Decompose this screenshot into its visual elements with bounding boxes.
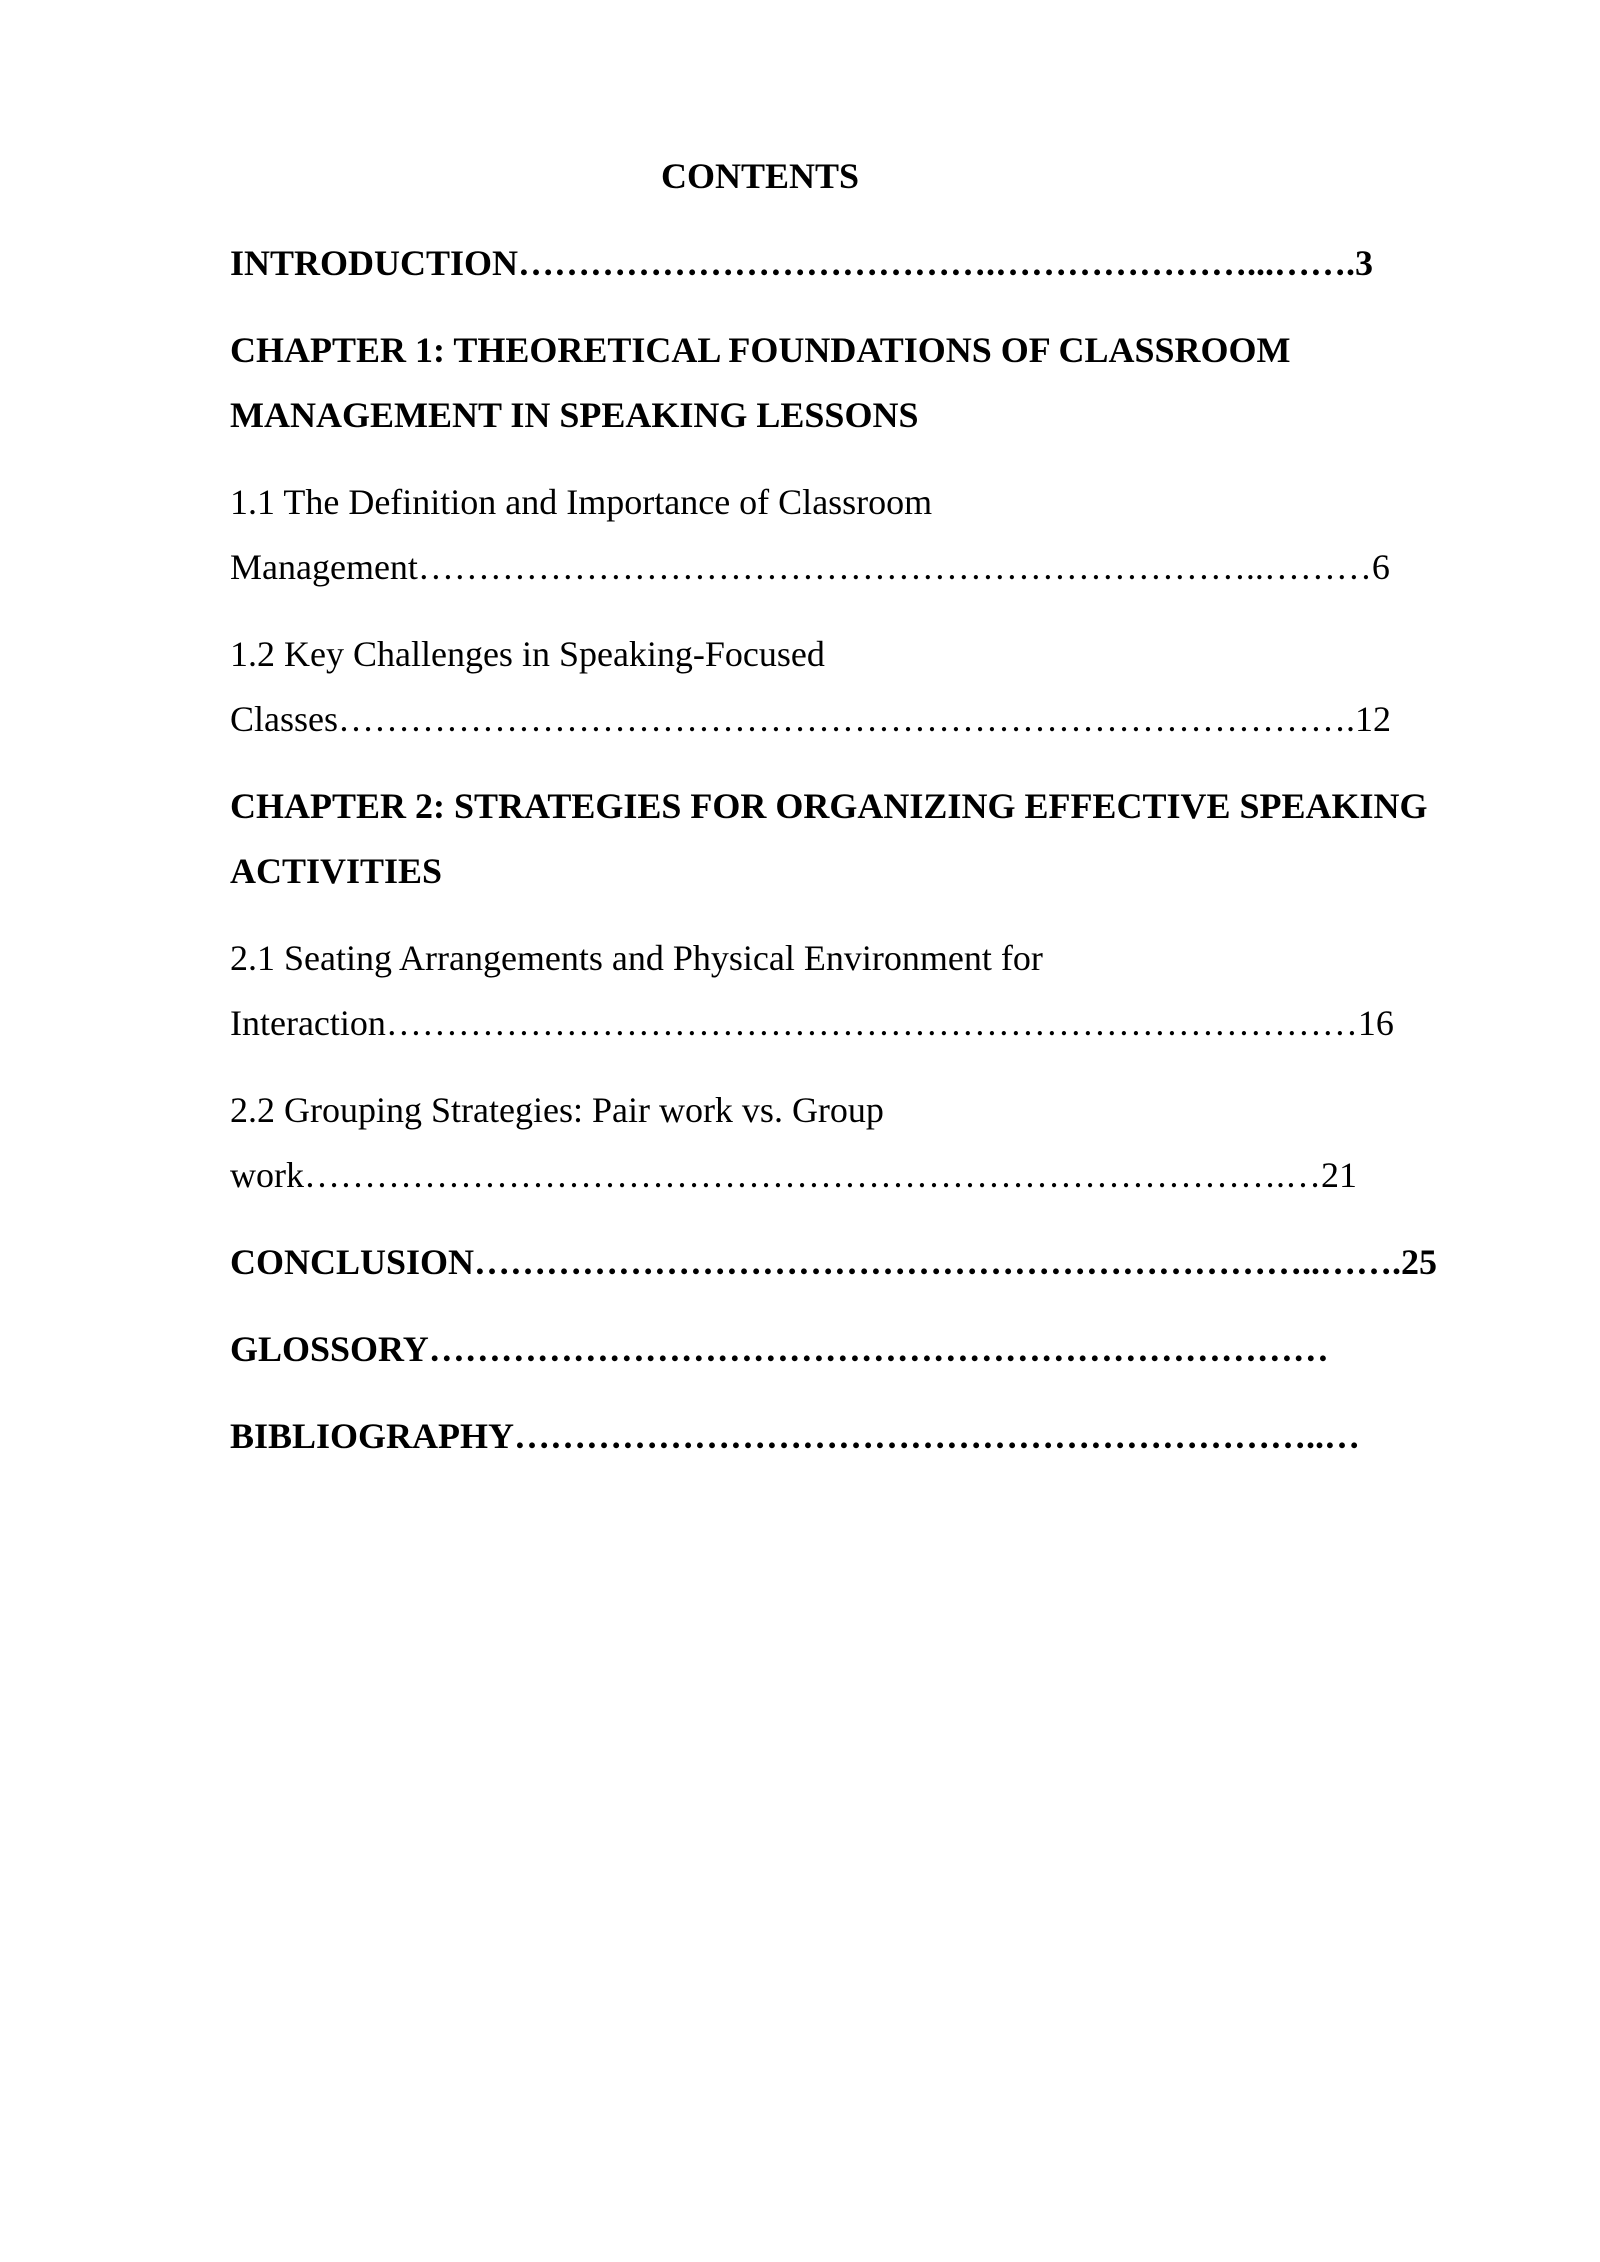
toc-section-2-2-line-1: 2.2 Grouping Strategies: Pair work vs. Group	[230, 1090, 884, 1130]
contents-title: CONTENTS	[660, 156, 860, 196]
toc-entry-bibliography: BIBLIOGRAPHY…………………………………………………………..…	[230, 1416, 1361, 1456]
toc-section-1-1-line-1: 1.1 The Definition and Importance of Classroom	[230, 482, 933, 522]
toc-entry-conclusion: CONCLUSION……………………………………………………………..…….25	[230, 1242, 1438, 1282]
toc-section-2-1-line-2: Interaction………………………………………………………………………16	[230, 1003, 1394, 1043]
toc-entry-glossory: GLOSSORY…………………………………………………………………	[230, 1329, 1329, 1369]
toc-chapter-1-heading-line-1: CHAPTER 1: THEORETICAL FOUNDATIONS OF CLASSROOM	[230, 330, 1291, 370]
toc-section-1-2-line-2: Classes………………………………………………………………………….12	[230, 699, 1391, 739]
toc-chapter-2-heading-line-2: ACTIVITIES	[230, 851, 443, 891]
toc-section-1-1-line-2: Management……………………………………………………………..………6	[230, 547, 1390, 587]
toc-entry-introduction: INTRODUCTION………………………………….…………………...…….3	[230, 243, 1374, 283]
toc-section-1-2-line-1: 1.2 Key Challenges in Speaking-Focused	[230, 634, 825, 674]
toc-section-2-1-line-1: 2.1 Seating Arrangements and Physical Environment for	[230, 938, 1043, 978]
toc-chapter-1-heading-line-2: MANAGEMENT IN SPEAKING LESSONS	[230, 395, 919, 435]
toc-section-2-2-line-2: work……………………………………………………………………….…21	[230, 1155, 1357, 1195]
toc-chapter-2-heading-line-1: CHAPTER 2: STRATEGIES FOR ORGANIZING EFFECTIVE SPEAKING	[230, 786, 1428, 826]
